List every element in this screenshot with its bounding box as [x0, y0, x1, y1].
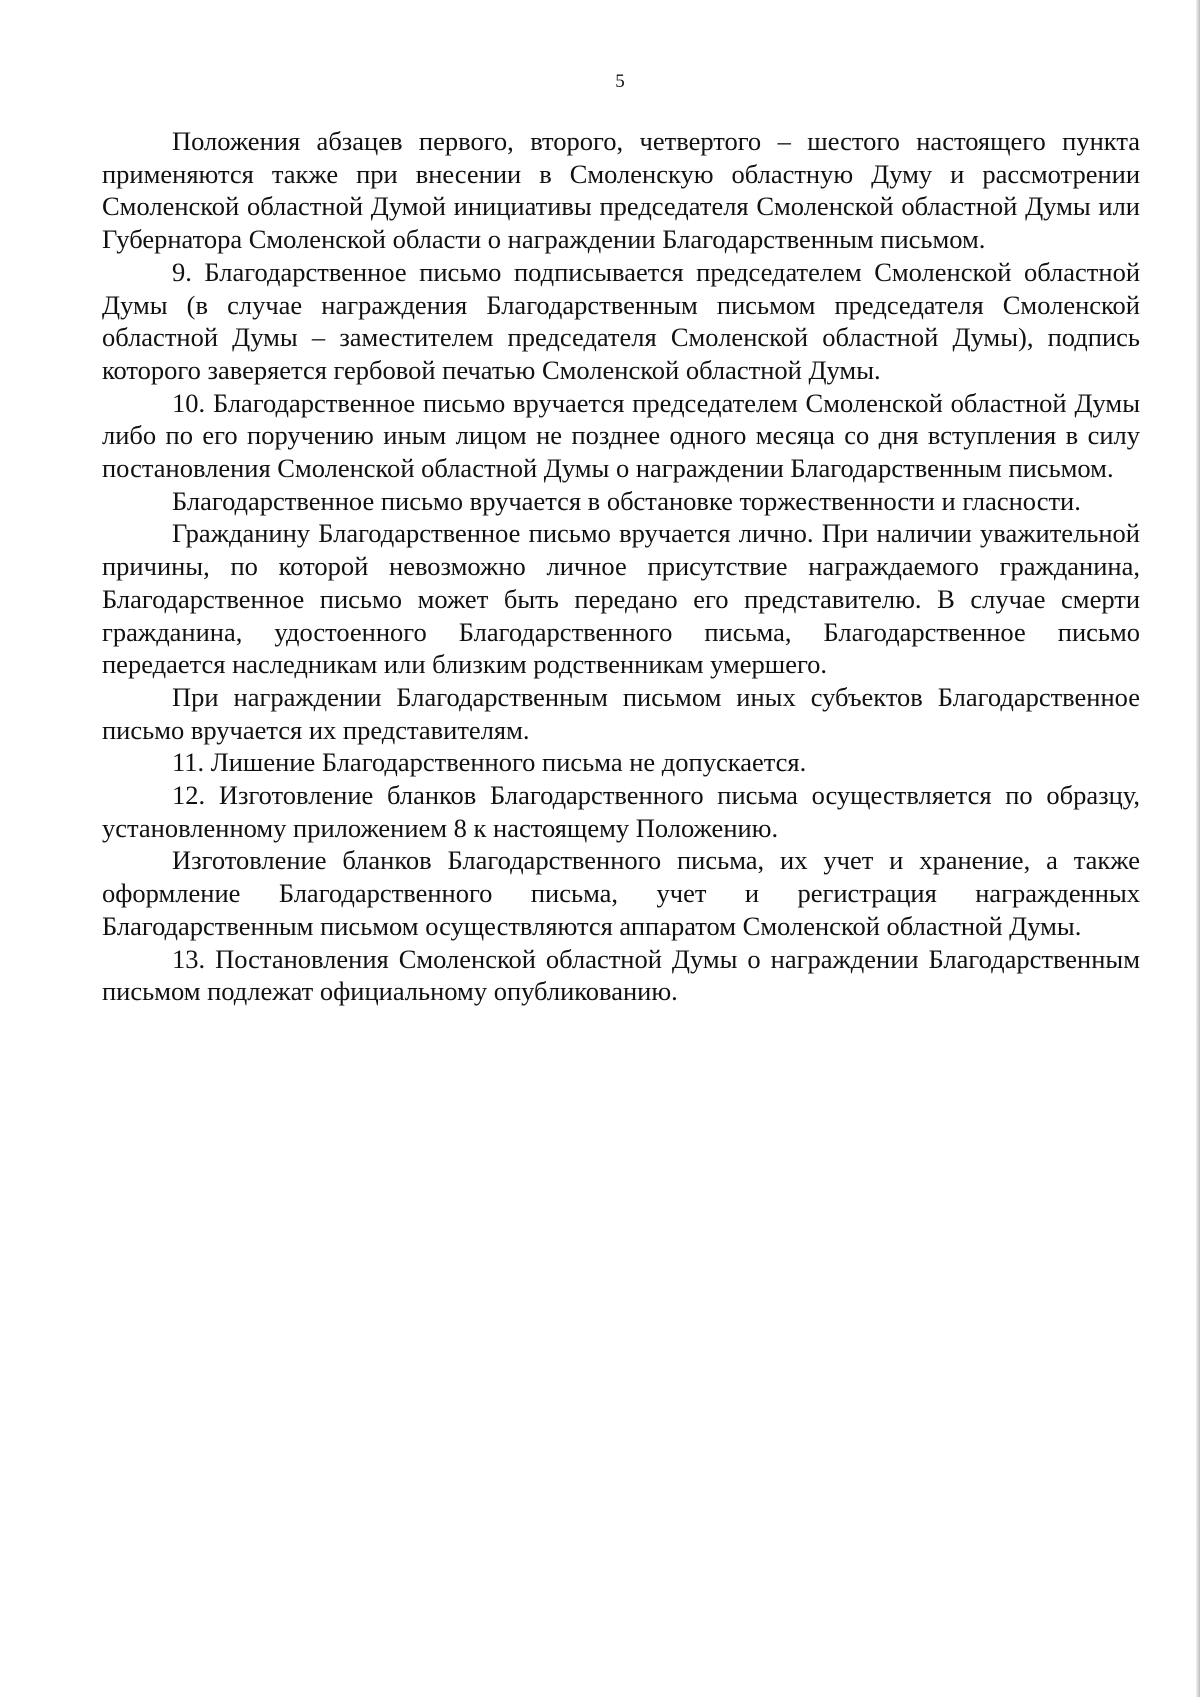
paragraph-ceremony: Благодарственное письмо вручается в обстановке торжественности и гласности. — [172, 485, 1081, 516]
paragraph-item-13: 13. Постановления Смоленской областной Думы о награждении Благодарственным письмом подлежат официальному опубликованию. — [102, 943, 1140, 1007]
scan-edge — [1196, 0, 1200, 1697]
paragraph-other-subjects: При награждении Благодарственным письмом иных субъектов Благодарственное письмо вручается их представителям. — [102, 681, 1140, 745]
paragraph-blank-production: Изготовление бланков Благодарственного письма, их учет и хранение, а также оформление Благодарственного письма, учет и регистрация награжденных Благодарственным письмом осуществляются аппаратом Смоленской областной Думы. — [102, 845, 1140, 941]
paragraph-citizen-award: Гражданину Благодарственное письмо вручается лично. При наличии уважительной причины, по которой невозможно личное присутствие награждаемого гражданина, Благодарственное письмо может быть передано его представителю. В случае смерти гражданина, удостоенного Благодарственного письма, Благодарственное письмо передается наследникам или близким родственникам умершего. — [102, 518, 1140, 680]
paragraph-item-9: 9. Благодарственное письмо подписывается председателем Смоленской областной Думы (в случае награждения Благодарственным письмом председателя Смоленской областной Думы – заместителем председателя Смоленской областной Думы), подпись которого заверяется гербовой печатью Смоленской областной Думы. — [102, 256, 1140, 385]
page-number: 5 — [615, 71, 625, 92]
paragraph-item-11: 11. Лишение Благодарственного письма не допускается. — [172, 747, 807, 778]
paragraph-item-10: 10. Благодарственное письмо вручается председателем Смоленской областной Думы либо по его поручению иным лицом не позднее одного месяца со дня вступления в силу постановления Смоленской областной Думы о награждении Благодарственным письмом. — [102, 387, 1140, 484]
document-body — [102, 125, 1140, 1008]
paragraph-item-12: 12. Изготовление бланков Благодарственного письма осуществляется по образцу, установленному приложением 8 к настоящему Положению. — [102, 780, 1140, 843]
paragraph-applicability: Положения абзацев первого, второго, четвертого – шестого настоящего пункта применяются также при внесении в Смоленскую областную Думу и рассмотрении Смоленской областной Думой инициативы председателя Смоленской областной Думы или Губернатора Смоленской области о награждении Благодарственным письмом. — [102, 126, 1140, 255]
